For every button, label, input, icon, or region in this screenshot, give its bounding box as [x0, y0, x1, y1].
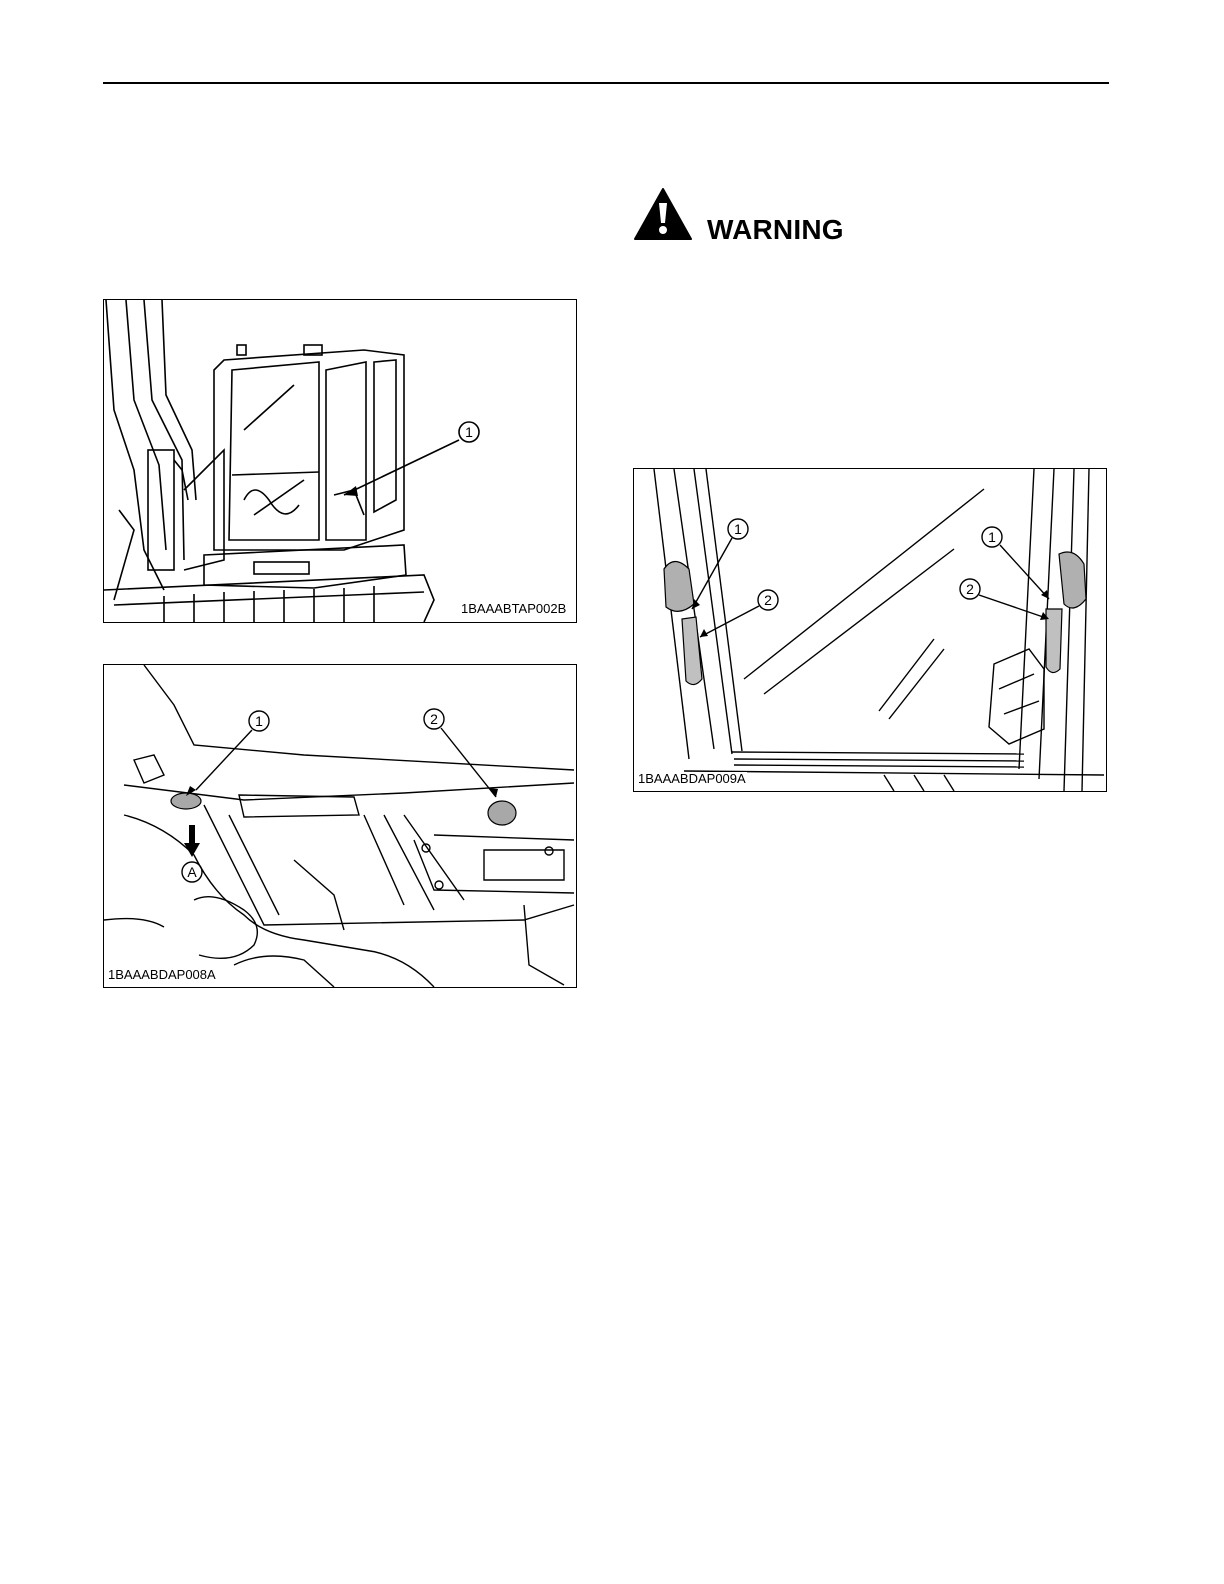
header-rule	[103, 82, 1109, 84]
figure-code: 1BAAABDAP008A	[108, 967, 216, 982]
figure-door-latch	[103, 664, 577, 988]
callout-1-label: 1	[465, 424, 473, 440]
figure-cab-exterior	[103, 299, 577, 623]
cab-exterior-illustration	[104, 300, 576, 622]
callout-2-label: 2	[430, 711, 438, 727]
warning-label: WARNING	[707, 214, 844, 245]
callout-2-left-label: 2	[764, 592, 772, 608]
door-latch-illustration	[104, 665, 576, 987]
figure-code: 1BAAABDAP009A	[638, 771, 746, 786]
window-latches-illustration	[634, 469, 1106, 791]
warning-header	[633, 187, 893, 245]
callout-1-label: 1	[255, 713, 263, 729]
callout-2-right-label: 2	[966, 581, 974, 597]
figure-window-latches	[633, 468, 1107, 792]
callout-a-label: A	[187, 864, 197, 880]
figure-code: 1BAAABTAP002B	[461, 601, 567, 616]
callout-1-left-label: 1	[734, 521, 742, 537]
callout-1-right-label: 1	[988, 529, 996, 545]
warning-triangle-icon	[633, 187, 693, 241]
